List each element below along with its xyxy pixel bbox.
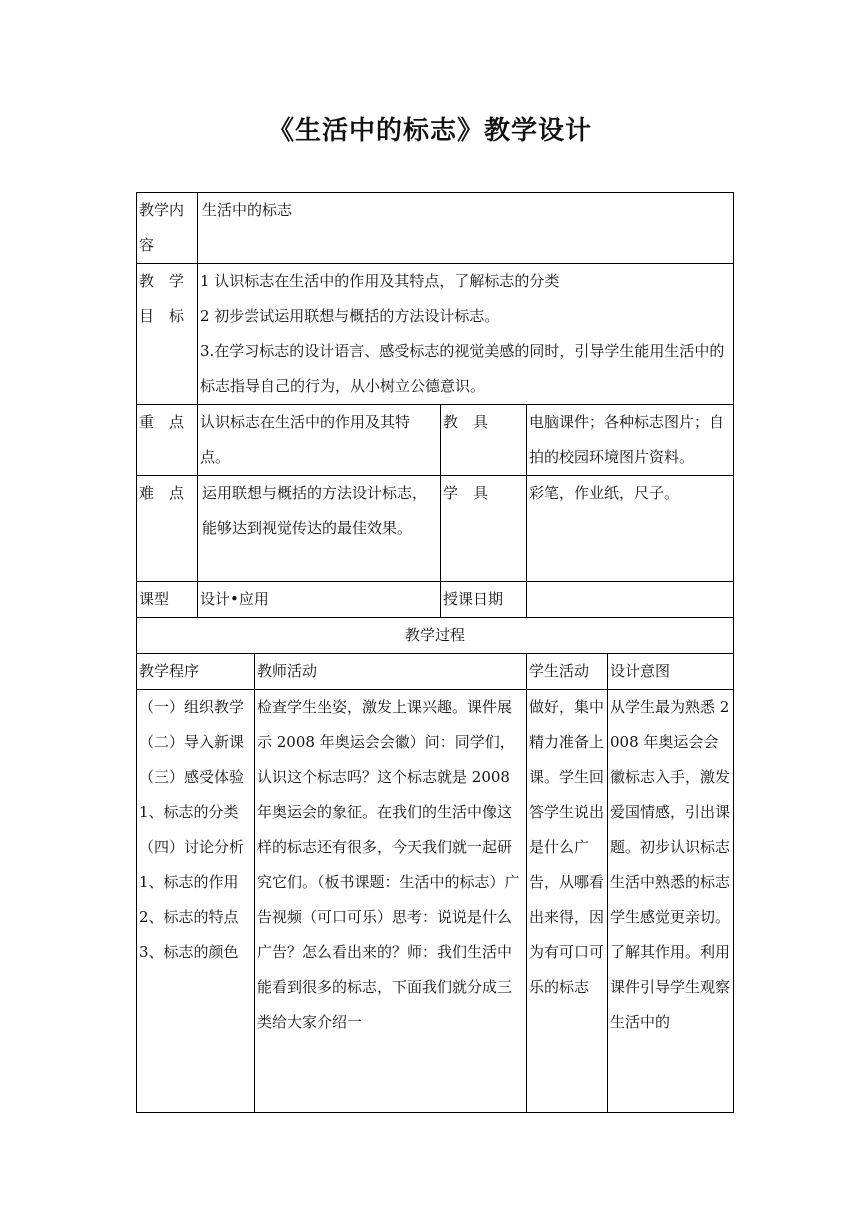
row-process-content — [137, 690, 734, 1113]
row-goals — [137, 264, 734, 405]
row-content — [137, 193, 734, 264]
column-header-student: 学生活动 — [527, 654, 608, 690]
date-value — [527, 582, 734, 618]
process-header: 教学过程 — [137, 618, 734, 654]
row-key-point — [137, 405, 734, 476]
difficulty-value: 运用联想与概括的方法设计标志，能够达到视觉传达的最佳效果。 — [198, 476, 441, 582]
difficulty-label: 难 点 — [137, 476, 198, 582]
row-process-columns — [137, 654, 734, 690]
teaching-tools-value: 电脑课件；各种标志图片；自拍的校园环境图片资料。 — [527, 405, 734, 476]
row-process-header — [137, 618, 734, 654]
goal-item: 3.在学习标志的设计语言、感受标志的视觉美感的同时，引导学生能用生活中的标志指导自己的行为，从小树立公德意识。 — [200, 342, 725, 395]
teacher-activity-cell: 检查学生坐姿，激发上课兴趣。课件展示 2008 年奥运会会徽）问：同学们，认识这个标志吗？这个标志就是 2008 年奥运会的象征。在我们的生活中像这样的标志还有很多，今天我们就一起研究它们。（板书课题：生活中的标志）广告视频（可口可乐）思考：说说是什么广告？怎么看出来的？师：我们生活中能看到很多的标志，下面我们就分成三类给大家介绍一 — [255, 690, 527, 1113]
column-header-intent: 设计意图 — [608, 654, 734, 690]
lesson-type-value: 设计•应用 — [198, 582, 441, 618]
key-point-value: 认识标志在生活中的作用及其特点。 — [198, 405, 441, 476]
column-header-teacher: 教师活动 — [255, 654, 527, 690]
student-tools-label: 学 具 — [441, 476, 527, 582]
date-label: 授课日期 — [441, 582, 527, 618]
lesson-plan-table — [136, 192, 734, 1113]
goals-label-line-2: 目 标 — [139, 307, 185, 325]
key-point-label: 重 点 — [137, 405, 198, 476]
goal-item: 1 认识标志在生活中的作用及其特点，了解标志的分类 — [200, 272, 560, 290]
goals-label-line-1: 教 学 — [139, 272, 185, 290]
goal-item: 2 初步尝试运用联想与概括的方法设计标志。 — [200, 307, 500, 325]
page-title: 《生活中的标志》教学设计 — [267, 116, 592, 146]
goals-value — [198, 264, 734, 405]
design-intent-cell: 从学生最为熟悉 2008 年奥运会会徽标志入手，激发爱国情感，引出课题。初步认识标志生活中熟悉的标志学生感觉更亲切。了解其作用。利用课件引导学生观察生活中的 — [608, 690, 734, 1113]
student-tools-value: 彩笔，作业纸，尺子。 — [527, 476, 734, 582]
procedure-cell: （一）组织教学（二）导入新课（三）感受体验1、标志的分类（四）讨论分析1、标志的作用2、标志的特点3、标志的颜色 — [137, 690, 255, 1113]
lesson-type-label: 课型 — [137, 582, 198, 618]
content-value: 生活中的标志 — [198, 193, 734, 264]
row-lesson-type — [137, 582, 734, 618]
content-label: 教学内容 — [137, 193, 198, 264]
column-header-procedure: 教学程序 — [137, 654, 255, 690]
goals-label — [137, 264, 198, 405]
row-difficulty — [137, 476, 734, 582]
teaching-tools-label: 教 具 — [441, 405, 527, 476]
student-activity-cell: 做好，集中精力准备上课。学生回答学生说出是什么广告，从哪看出来得，因为有可口可乐的标志 — [527, 690, 608, 1113]
